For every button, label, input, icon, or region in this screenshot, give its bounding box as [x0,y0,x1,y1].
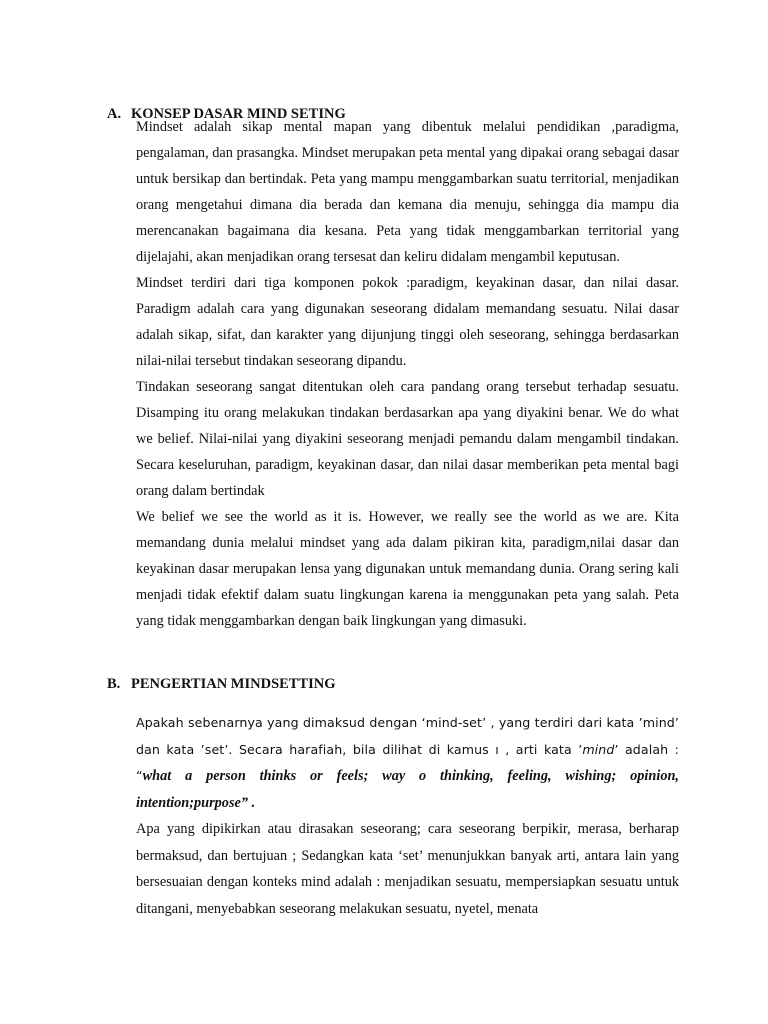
section-a-body [136,114,679,634]
section-b-paragraph-2: Apa yang dipikirkan atau dirasakan seseorang; cara seseorang berpikir, merasa, berharap bermaksud, dan bertujuan ; Sedangkan kata ‘set’ menunjukkan banyak arti, antara lain yang bersesuaian dengan konteks mind adalah : menjadikan sesuatu, mempersiapkan sesuatu untuk ditangani, menyebabkan seseorang melakukan sesuatu, nyetel, menata [136,821,679,917]
section-a-paragraph-4: We belief we see the world as it is. However, we really see the world as we are. Kita memandang dunia melalui mindset yang ada dalam pikiran kita, paradigm,nilai dasar dan keyakinan dasar merupakan lensa yang digunakan untuk memandang dunia. Orang sering kali menjadi tidak efektif dalam suatu lingkungan karena ia menggunakan peta yang salah. Peta yang tidak menggambarkan dengan baik lingkungan yang dimasuki. [136,509,679,629]
section-b-number: B. [107,676,121,692]
section-a-number: A. [107,106,122,122]
section-a-paragraph-1: Mindset adalah sikap mental mapan yang dibentuk melalui pendidikan ,paradigma, pengalaman, dan prasangka. Mindset merupakan peta mental yang dipakai orang sebagai dasar untuk bersikap dan bertindak. Peta yang mampu menggambarkan suatu territorial, menjadikan orang mengetahui dimana dia berada dan kemana dia menuju, sehingga dia mampu dia merencanakan bagaimana dia kesana. Peta yang tidak menggambarkan territorial yang dijelajahi, akan menjadikan orang tersesat dan keliru didalam mengambil keputusan. [136,119,679,265]
section-b-heading [107,675,336,693]
mind-word: mind [582,741,615,757]
section-b-body [136,710,679,922]
section-b-title: PENGERTIAN MINDSETTING [131,676,336,692]
section-a-title: KONSEP DASAR MIND SETING [131,106,346,122]
section-b-paragraph-1 [136,710,679,816]
definition-close: ” . [240,794,256,811]
definition-connector: ’ adalah : “ [136,741,679,783]
definition-intro: Apakah sebenarnya yang dimaksud dengan ‘mind-set’ , yang terdiri dari kata ’mind’ dan kata ’set’. Secara harafiah, bila dilihat di kamus ı , arti kata ’ [136,715,679,757]
section-a-paragraph-3: Tindakan seseorang sangat ditentukan oleh cara pandang orang tersebut terhadap sesuatu. Disamping itu orang melakukan tindakan berdasarkan apa yang diyakini benar. We do what we belief. Nilai-nilai yang diyakini seseorang menjadi pemandu dalam mengambil tindakan. Secara keseluruhan, paradigm, keyakinan dasar, dan nilai dasar memberikan peta mental bagi orang dalam bertindak [136,379,679,499]
section-a-paragraph-2: Mindset terdiri dari tiga komponen pokok :paradigm, keyakinan dasar, dan nilai dasar. Paradigm adalah cara yang digunakan seseorang didalam memandang sesuatu. Nilai dasar adalah sikap, sifat, dan karakter yang dijunjung tinggi oleh seseorang, sehingga berdasarkan nilai-nilai tersebut tindakan seseorang dipandu. [136,275,679,369]
dictionary-definition: what a person thinks or feels; way o thinking, feeling, wishing; opinion, intention;purpose [136,768,679,811]
